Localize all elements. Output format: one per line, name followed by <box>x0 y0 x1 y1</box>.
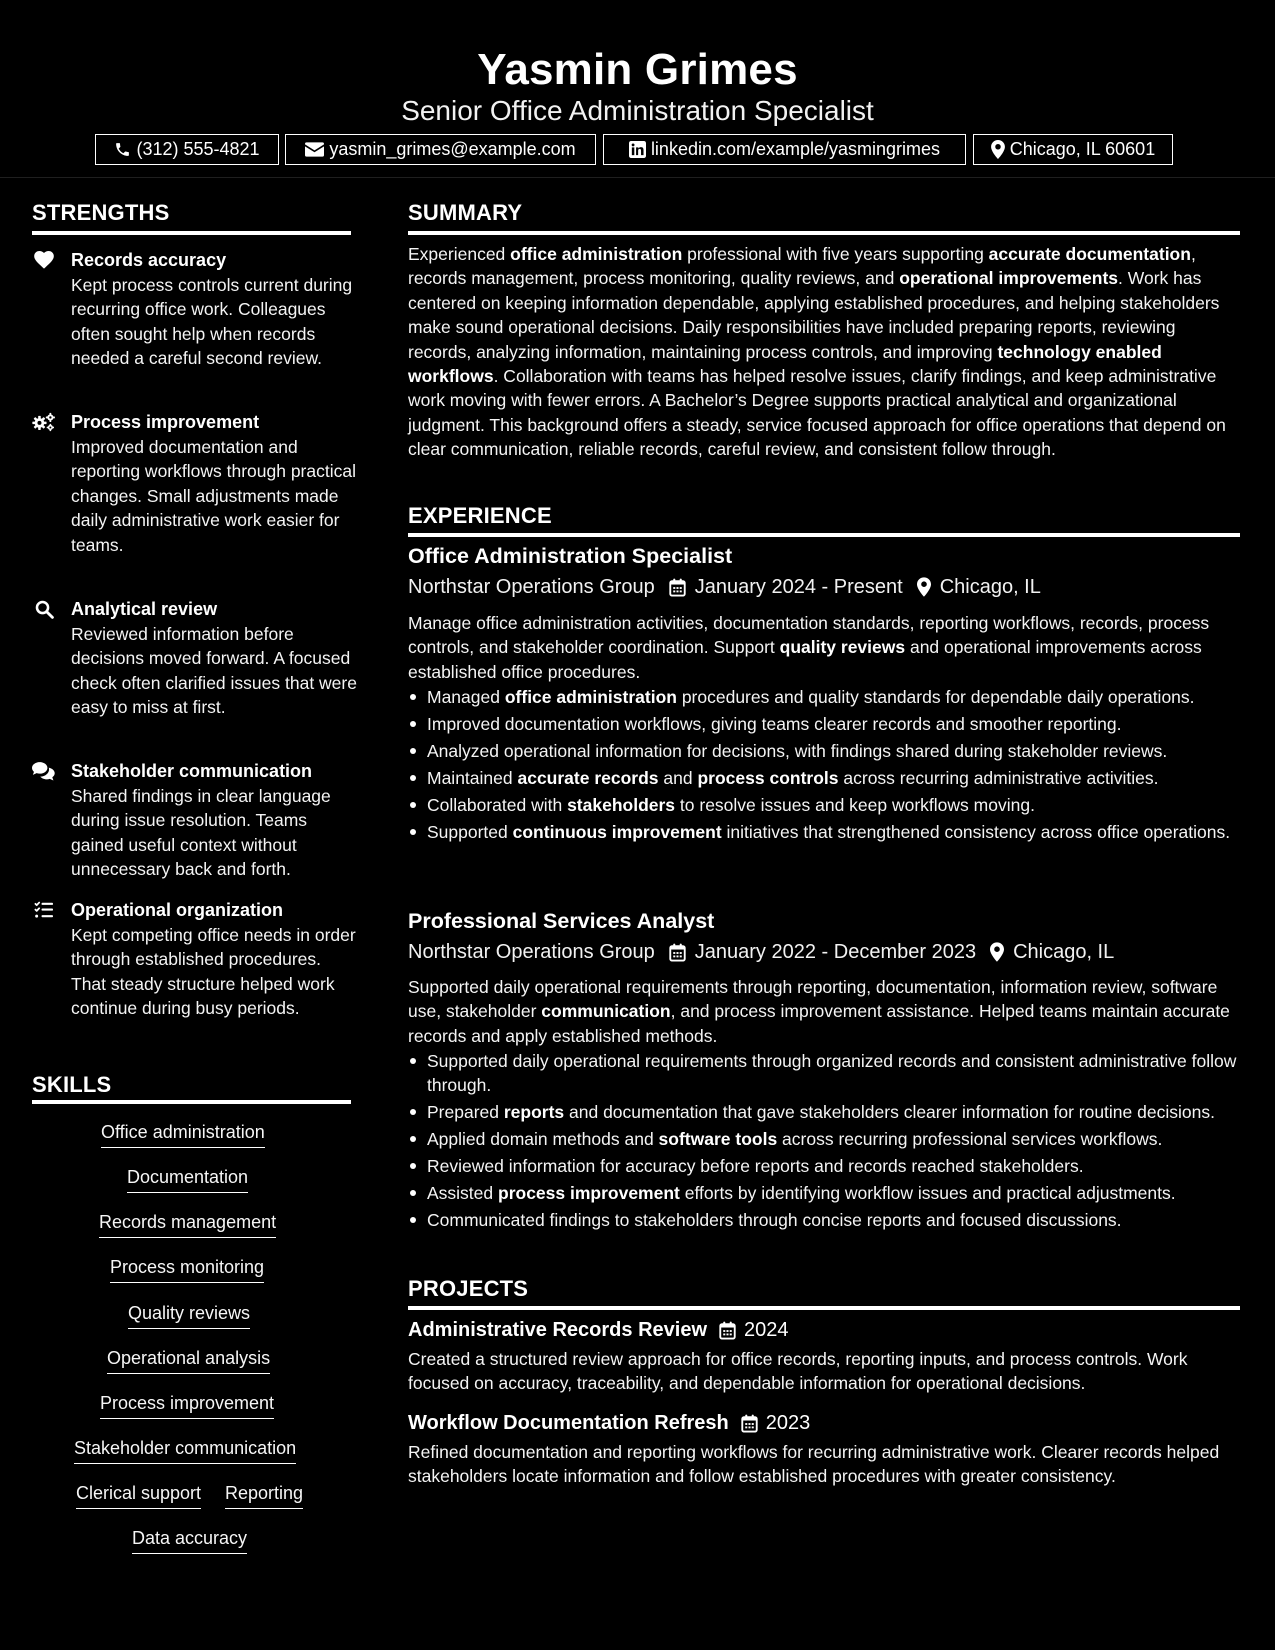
job-bullets <box>408 685 1240 846</box>
job-company: Northstar Operations Group <box>408 940 655 963</box>
strength-description: Improved documentation and reporting workflows through practical changes. Small adjustments made daily administrative work easier for teams. <box>71 437 356 555</box>
text-run: , records management, process monitoring, quality reviews, and <box>408 244 1196 289</box>
bullet-item <box>408 793 1240 817</box>
contact-email-text: yasmin_grimes@example.com <box>329 139 576 159</box>
job-meta <box>408 573 1041 601</box>
text-run: Supported <box>427 821 513 842</box>
bold-text: process controls <box>697 767 839 788</box>
experience-rule <box>408 533 1240 537</box>
text-run: across recurring professional services workflows. <box>777 1129 1163 1150</box>
skill-tag: Office administration <box>101 1120 265 1148</box>
bullet-item <box>408 766 1240 790</box>
project-title: Administrative Records Review <box>408 1318 707 1341</box>
skill-tag: Documentation <box>127 1165 248 1193</box>
candidate-name: Yasmin Grimes <box>477 45 798 94</box>
contact-linkedin-text: linkedin.com/example/yasmingrimes <box>650 139 941 159</box>
contact-phone-text: (312) 555-4821 <box>136 139 260 159</box>
summary-text <box>408 242 1240 462</box>
candidate-title: Senior Office Administration Specialist <box>401 95 874 126</box>
map-pin-icon <box>990 942 1004 962</box>
text-run: across recurring administrative activities. <box>838 767 1159 788</box>
bold-text: office administration <box>510 244 683 264</box>
bold-text: stakeholders <box>567 794 676 815</box>
text-run: Assisted <box>427 1183 498 1204</box>
strength-title: Operational organization <box>71 900 284 920</box>
skill-tag: Reporting <box>225 1481 303 1509</box>
contact-location-text: Chicago, IL 60601 <box>1009 139 1156 159</box>
calendar-icon <box>669 943 686 962</box>
bullet-item <box>408 1154 1240 1178</box>
job-title: Office Administration Specialist <box>408 544 733 568</box>
contact-location[interactable] <box>973 134 1173 165</box>
bullet-item <box>408 1181 1240 1205</box>
contact-email[interactable] <box>285 134 596 165</box>
skill-tag: Quality reviews <box>128 1301 250 1329</box>
bold-text: accurate documentation <box>988 244 1191 264</box>
calendar-icon <box>741 1414 758 1433</box>
job-dates: January 2024 - Present <box>694 575 903 598</box>
text-run: to resolve issues and keep workflows moving. <box>675 794 1035 815</box>
job-intro <box>408 975 1240 1048</box>
projects-heading: PROJECTS <box>408 1276 529 1301</box>
text-run: Prepared <box>427 1102 504 1123</box>
skill-tag: Operational analysis <box>107 1346 270 1374</box>
experience-heading: EXPERIENCE <box>408 503 552 528</box>
text-run: Analyzed operational information for decisions, with findings shared during stakeholder reviews. <box>427 740 1168 761</box>
phone-icon <box>114 141 131 158</box>
text-run: Communicated findings to stakeholders through concise reports and focused discussions. <box>427 1209 1122 1230</box>
bold-text: accurate records <box>517 767 659 788</box>
search-icon <box>32 597 56 621</box>
text-run: efforts by identifying workflow issues and practical adjustments. <box>679 1183 1176 1204</box>
skill-tag: Process monitoring <box>110 1255 264 1283</box>
bold-text: process improvement <box>498 1183 680 1204</box>
project-header <box>408 1409 810 1437</box>
bullet-item <box>408 712 1240 736</box>
strength-description: Kept competing office needs in order through established procedures. That steady structure helped work continue during busy periods. <box>71 925 356 1019</box>
job-location: Chicago, IL <box>939 575 1041 598</box>
skill-tag: Process improvement <box>100 1391 274 1419</box>
text-run: Supported daily operational requirements through reporting, documentation, information review, software use, stakeholder <box>408 977 1218 1022</box>
skill-tag: Stakeholder communication <box>74 1436 296 1464</box>
contact-phone[interactable] <box>95 134 279 165</box>
bullet-item <box>408 685 1240 709</box>
bold-text: technology enabled workflows <box>408 341 1162 387</box>
calendar-icon <box>669 578 686 597</box>
project-description: Created a structured review approach for office records, reporting inputs, and process controls. Work focused on accuracy, traceability, and dependable information for operational decisions. <box>408 1349 1188 1394</box>
skills-rule <box>32 1100 351 1104</box>
bullet-item <box>408 739 1240 763</box>
text-run: and <box>658 767 698 788</box>
job-bullets <box>408 1049 1240 1235</box>
list-check-icon <box>32 898 56 922</box>
projects-rule <box>408 1306 1240 1310</box>
strength-title: Records accuracy <box>71 250 227 270</box>
text-run: initiatives that strengthened consistency across office operations. <box>721 821 1231 842</box>
bold-text: communication <box>541 1001 671 1022</box>
bullet-item <box>408 1049 1240 1098</box>
text-run: professional with five years supporting <box>682 244 989 264</box>
text-run: Reviewed information for accuracy before reports and records reached stakeholders. <box>427 1156 1084 1177</box>
text-run: Improved documentation workflows, giving teams clearer records and smoother reporting. <box>427 713 1122 734</box>
text-run: . Collaboration with teams has helped resolve issues, clarify findings, and keep administrative work moving with fewer errors. A Bachelor’s Degree supports practical analytical and organizational judgment. This background offers a steady, service focused approach for office operations that depend on clear communication, reliable records, careful review, and consistent follow through. <box>408 366 1226 460</box>
contact-bar <box>0 134 1275 165</box>
strength-title: Analytical review <box>71 599 218 619</box>
bullet-item <box>408 1127 1240 1151</box>
text-run: Managed <box>427 687 505 707</box>
map-pin-icon <box>917 577 931 597</box>
bold-text: operational improvements <box>899 268 1119 289</box>
chat-icon <box>32 759 56 783</box>
project-description: Refined documentation and reporting workflows for recurring administrative work. Clearer records helped stakeholders locate information and follow established procedures with greater consistency. <box>408 1442 1220 1487</box>
text-run: Manage office administration activities, documentation standards, reporting workflows, records, process controls, and stakeholder coordination. Support <box>408 613 1210 658</box>
strength-description: Kept process controls current during recurring office work. Colleagues often sought help when records needed a careful second review. <box>71 275 353 369</box>
text-run: Collaborated with <box>427 794 568 815</box>
bold-text: quality reviews <box>779 637 906 658</box>
bullet-item <box>408 820 1240 844</box>
bold-text: reports <box>503 1102 565 1123</box>
job-location: Chicago, IL <box>1013 940 1115 963</box>
strength-title: Stakeholder communication <box>71 761 313 781</box>
contact-linkedin[interactable] <box>603 134 966 165</box>
job-title: Professional Services Analyst <box>408 909 715 933</box>
map-pin-icon <box>991 140 1005 159</box>
job-dates: January 2022 - December 2023 <box>694 940 977 963</box>
text-run: and operational improvements across established office procedures. <box>408 637 1202 682</box>
envelope-icon <box>305 142 324 157</box>
project-year: 2023 <box>765 1411 811 1434</box>
bullet-item <box>408 1208 1240 1232</box>
project-header <box>408 1316 789 1344</box>
resume-header <box>0 0 1275 178</box>
text-run: procedures and quality standards for dependable daily operations. <box>676 687 1195 707</box>
bold-text: continuous improvement <box>512 821 722 842</box>
text-run: Experienced <box>408 244 511 264</box>
strength-description: Reviewed information before decisions moved forward. A focused check often clarified issues that were easy to miss at first. <box>71 624 357 718</box>
job-meta <box>408 938 1114 966</box>
bold-text: office administration <box>504 687 677 707</box>
text-run: Maintained <box>427 767 518 788</box>
text-run: Applied domain methods and <box>427 1129 659 1150</box>
text-run: Supported daily operational requirements through organized records and consistent administrative follow through. <box>427 1051 1237 1096</box>
gears-icon <box>32 410 56 434</box>
bullet-item <box>408 1100 1240 1124</box>
summary-heading: SUMMARY <box>408 200 523 225</box>
calendar-icon <box>719 1321 736 1340</box>
strengths-rule <box>32 231 351 235</box>
project-title: Workflow Documentation Refresh <box>408 1411 729 1434</box>
strength-title: Process improvement <box>71 412 260 432</box>
skill-tag: Data accuracy <box>132 1526 247 1554</box>
heart-icon <box>32 248 56 272</box>
strength-description: Shared findings in clear language during issue resolution. Teams gained useful context without unnecessary back and forth. <box>71 786 331 880</box>
project-year: 2024 <box>744 1318 789 1341</box>
text-run: , and process improvement assistance. Helped teams maintain accurate records and apply established methods. <box>408 1001 1230 1046</box>
skills-heading: SKILLS <box>32 1072 112 1097</box>
strengths-heading: STRENGTHS <box>32 200 170 225</box>
text-run: and documentation that gave stakeholders clearer information for routine decisions. <box>564 1102 1215 1123</box>
job-intro <box>408 611 1240 684</box>
skill-tag: Clerical support <box>76 1481 201 1509</box>
skill-tag: Records management <box>99 1210 276 1238</box>
job-company: Northstar Operations Group <box>408 575 655 598</box>
linkedin-icon <box>629 141 646 158</box>
bold-text: software tools <box>658 1129 778 1150</box>
summary-rule <box>408 231 1240 235</box>
text-run: . Work has centered on keeping information dependable, applying established procedures, and helping stakeholders make sound operational decisions. Daily responsibilities have included preparing reports, reviewing records, analyzing information, maintaining process controls, and improving <box>408 268 1220 362</box>
